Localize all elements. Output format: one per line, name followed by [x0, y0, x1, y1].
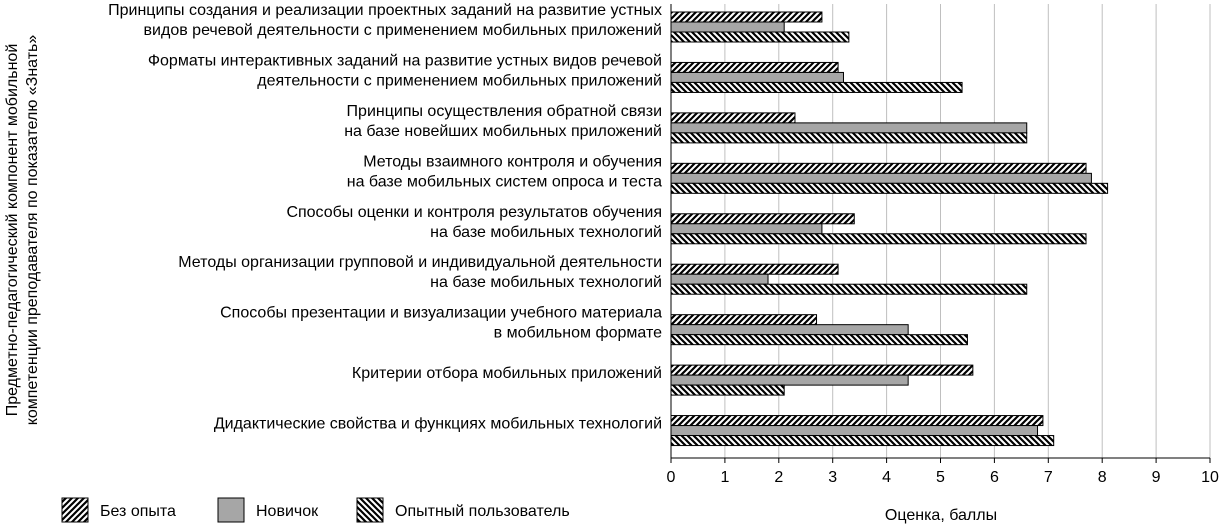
- category-label-5-line-1: на базе мобильных технологий: [430, 274, 662, 292]
- category-label-4-line-1: на базе мобильных технологий: [430, 223, 662, 241]
- x-axis-title: Оценка, баллы: [884, 507, 998, 524]
- category-label-0-line-0: Принципы создания и реализации проектных заданий на развитие устных: [108, 2, 662, 19]
- bar-3-series-2: [671, 183, 1108, 193]
- bar-8-series-0: [671, 416, 1043, 426]
- category-label-0-line-1: видов речевой деятельности с применением мобильных приложений: [143, 22, 662, 39]
- bar-4-series-1: [671, 224, 822, 234]
- x-tick-label-9: 9: [1151, 469, 1161, 486]
- x-tick-label-2: 2: [774, 469, 784, 486]
- bar-4-series-0: [671, 214, 854, 224]
- bar-7-series-1: [671, 375, 908, 385]
- category-label-2-line-0: Принципы осуществления обратной связи: [346, 102, 662, 120]
- category-label-5-line-0: Методы организации групповой и индивидуальной деятельности: [178, 254, 662, 272]
- legend: [62, 498, 570, 522]
- bars: [671, 12, 1108, 446]
- y-axis-title-line-2: компетенции преподавателя по показателю «Знать»: [24, 34, 41, 426]
- bar-0-series-0: [671, 12, 822, 22]
- bar-7-series-0: [671, 365, 973, 375]
- legend-swatch-2: [357, 498, 383, 522]
- bar-4-series-2: [671, 234, 1086, 244]
- category-label-3-line-1: на базе мобильных систем опроса и теста: [346, 173, 662, 191]
- category-label-7-line-0: Критерии отбора мобильных приложений: [351, 365, 662, 383]
- category-label-8-line-0: Дидактические свойства и функциях мобильных технологий: [213, 415, 662, 433]
- category-label-6-line-1: в мобильном формате: [493, 324, 662, 342]
- bar-7-series-2: [671, 385, 784, 395]
- category-label-3-line-0: Методы взаимного контроля и обучения: [363, 153, 662, 171]
- x-tick-label-5: 5: [936, 469, 945, 486]
- y-axis-title: [4, 35, 41, 426]
- category-label-1-line-0: Форматы интерактивных заданий на развитие устных видов речевой: [147, 52, 662, 70]
- bar-8-series-2: [671, 436, 1054, 446]
- category-label-1-line-1: деятельности с применением мобильных приложений: [257, 72, 662, 90]
- category-labels: [108, 2, 662, 433]
- x-tick-label-10: 10: [1201, 469, 1219, 486]
- bar-5-series-1: [671, 274, 768, 284]
- x-tick-label-1: 1: [720, 469, 730, 486]
- x-tick-label-6: 6: [989, 469, 999, 486]
- bar-5-series-0: [671, 264, 838, 274]
- bar-2-series-2: [671, 133, 1027, 143]
- y-axis-title-line-1: Предметно-педагогический компонент мобильной: [4, 43, 21, 417]
- bar-1-series-2: [671, 82, 962, 92]
- x-tick-label-8: 8: [1097, 469, 1107, 486]
- bar-8-series-1: [671, 426, 1038, 436]
- x-tick-label-3: 3: [828, 469, 838, 486]
- x-tick-label-7: 7: [1043, 469, 1053, 486]
- bar-6-series-2: [671, 335, 967, 345]
- bar-1-series-1: [671, 72, 843, 82]
- legend-label-2: Опытный пользователь: [395, 503, 570, 520]
- legend-label-0: Без опыта: [100, 503, 176, 520]
- x-tick-label-4: 4: [882, 469, 892, 486]
- bar-3-series-0: [671, 163, 1086, 173]
- bar-0-series-2: [671, 32, 849, 42]
- bar-6-series-1: [671, 325, 908, 335]
- bar-2-series-1: [671, 123, 1027, 133]
- bar-3-series-1: [671, 173, 1091, 183]
- bar-2-series-0: [671, 113, 795, 123]
- category-label-4-line-0: Способы оценки и контроля результатов обучения: [286, 203, 662, 221]
- bar-1-series-0: [671, 62, 838, 72]
- bar-6-series-0: [671, 315, 817, 325]
- bar-5-series-2: [671, 284, 1027, 294]
- bar-0-series-1: [671, 22, 784, 32]
- legend-swatch-0: [62, 498, 88, 522]
- category-label-6-line-0: Способы презентации и визуализации учебного материала: [220, 304, 662, 322]
- x-tick-label-0: 0: [666, 469, 676, 486]
- category-label-2-line-1: на базе новейших мобильных приложений: [344, 122, 662, 140]
- legend-swatch-1: [218, 498, 244, 522]
- x-tick-labels: [667, 469, 1219, 486]
- legend-label-1: Новичок: [256, 503, 319, 520]
